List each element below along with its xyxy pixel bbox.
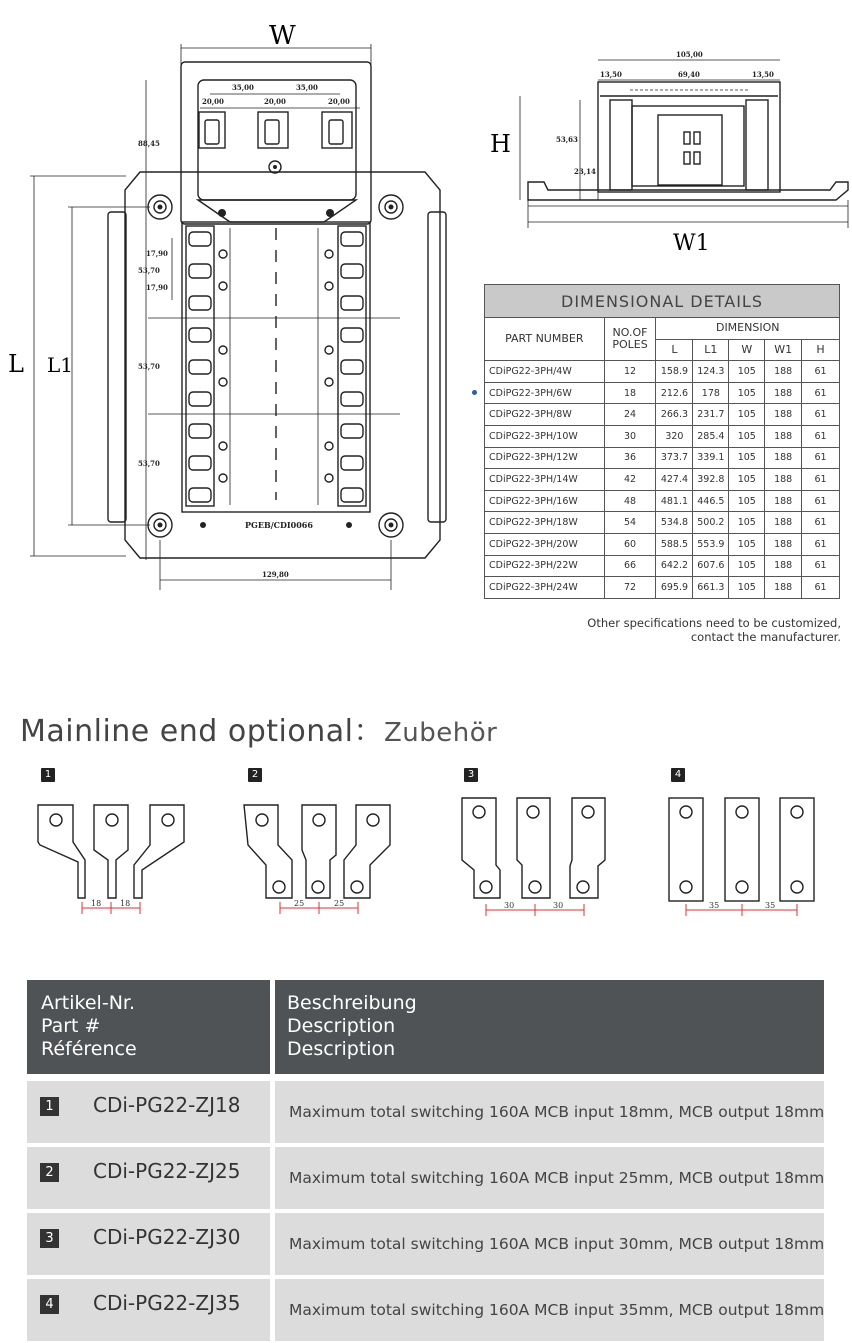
cell: 285.4 [693, 425, 729, 447]
left-terminal-rail [186, 226, 214, 506]
accessory-drawings [0, 790, 852, 930]
cell: 61 [802, 512, 840, 534]
accessory-badge-1: 1 [41, 768, 55, 782]
section-title-main: Mainline end optional： [20, 714, 384, 749]
table-row [27, 1213, 270, 1275]
dim-left-top: 88,45 [138, 139, 160, 148]
row-number-badge: 1 [40, 1097, 59, 1116]
col-w1: W1 [765, 339, 802, 361]
part-code: CDi-PG22-ZJ18 [93, 1093, 241, 1117]
cell: 607.6 [693, 555, 729, 577]
row-number-badge: 3 [40, 1229, 59, 1248]
table-row [485, 425, 840, 447]
cell: 188 [765, 533, 802, 555]
dim-seg1: 53,70 [138, 266, 160, 275]
cell: CDiPG22-3PH/4W [485, 361, 605, 383]
cell: 481.1 [656, 490, 693, 512]
dim-top2: 35,00 [296, 83, 318, 92]
row-bullet-icon [472, 390, 477, 395]
col-l: L [656, 339, 693, 361]
cell: CDiPG22-3PH/24W [485, 577, 605, 599]
label-l1: L1 [47, 353, 74, 377]
cell: CDiPG22-3PH/12W [485, 447, 605, 469]
cell: 188 [765, 512, 802, 534]
cell: 61 [802, 425, 840, 447]
dim-side-mid: 69,40 [678, 70, 700, 79]
col-l1: L1 [693, 339, 729, 361]
part-description: Maximum total switching 160A MCB input 35mm, MCB output 18mm [289, 1301, 825, 1319]
header-beschreibung: Beschreibung [287, 992, 417, 1014]
cell: 427.4 [656, 469, 693, 491]
cell: 36 [604, 447, 656, 469]
col-part-number: PART NUMBER [485, 318, 605, 361]
part-code: CDi-PG22-ZJ35 [93, 1291, 241, 1315]
accessory-2-drawing [244, 805, 390, 914]
accessory-1-dim-b: 18 [120, 899, 131, 908]
cell: 588.5 [656, 533, 693, 555]
part-description: Maximum total switching 160A MCB input 30mm, MCB output 18mm [289, 1235, 825, 1253]
table-row-description [275, 1147, 824, 1209]
cell: 66 [604, 555, 656, 577]
cell: 500.2 [693, 512, 729, 534]
cell: 212.6 [656, 382, 693, 404]
cell: 188 [765, 577, 802, 599]
cell: 158.9 [656, 361, 693, 383]
note-line-2: contact the manufacturer. [690, 630, 841, 644]
cell: 61 [802, 490, 840, 512]
row-number-badge: 2 [40, 1163, 59, 1182]
cell: 18 [604, 382, 656, 404]
dim-pitch2: 17,90 [146, 283, 168, 292]
cell: 642.2 [656, 555, 693, 577]
col-w: W [729, 339, 765, 361]
dim-side-right: 13,50 [752, 70, 774, 79]
table-title: DIMENSIONAL DETAILS [485, 285, 840, 318]
table-row [485, 404, 840, 426]
cell: 105 [729, 447, 765, 469]
row-number-badge: 4 [40, 1295, 59, 1314]
cell: 188 [765, 555, 802, 577]
cell: 188 [765, 447, 802, 469]
cell: 392.8 [693, 469, 729, 491]
cell: 320 [656, 425, 693, 447]
table-row-description [275, 1213, 824, 1275]
cell: 61 [802, 533, 840, 555]
table-row [485, 469, 840, 491]
table-row [485, 382, 840, 404]
cell: 339.1 [693, 447, 729, 469]
cell: 105 [729, 577, 765, 599]
label-l: L [8, 350, 24, 378]
dim-top1: 35,00 [232, 83, 254, 92]
part-code: CDi-PG22-ZJ30 [93, 1225, 241, 1249]
table-row-description [275, 1081, 824, 1143]
cell: 48 [604, 490, 656, 512]
accessory-3-dim-a: 30 [504, 901, 515, 910]
front-view-drawing [0, 0, 470, 600]
dim-seg2: 53,70 [138, 362, 160, 371]
dim-side-h2: 23,14 [574, 167, 596, 176]
cell: 661.3 [693, 577, 729, 599]
table-row [485, 555, 840, 577]
col-poles: NO.OF POLES [604, 318, 656, 361]
label-w: W [269, 21, 296, 51]
cell: 188 [765, 382, 802, 404]
cell: 105 [729, 425, 765, 447]
cell: CDiPG22-3PH/18W [485, 512, 605, 534]
accessory-4-dim-b: 35 [765, 901, 776, 910]
cell: CDiPG22-3PH/14W [485, 469, 605, 491]
cell: 60 [604, 533, 656, 555]
cell: 231.7 [693, 404, 729, 426]
accessory-4-drawing [669, 798, 814, 916]
header-artikel: Artikel-Nr. [41, 992, 136, 1014]
customization-note [587, 616, 841, 644]
cell: CDiPG22-3PH/6W [485, 382, 605, 404]
cell: 42 [604, 469, 656, 491]
cell: 105 [729, 469, 765, 491]
cell: 61 [802, 382, 840, 404]
cell: 188 [765, 361, 802, 383]
table-row [485, 447, 840, 469]
table-row [27, 1147, 270, 1209]
table-row [485, 490, 840, 512]
accessory-3-dim-b: 30 [553, 901, 564, 910]
col-dimension: DIMENSION [656, 318, 840, 340]
header-description-en: Description [287, 1015, 396, 1037]
dimensional-details-table [484, 284, 840, 599]
cell: 373.7 [656, 447, 693, 469]
table-row [485, 361, 840, 383]
table-row [485, 512, 840, 534]
accessory-1-dim-a: 18 [91, 899, 102, 908]
header-description-fr: Description [287, 1038, 396, 1060]
cell: 124.3 [693, 361, 729, 383]
part-description: Maximum total switching 160A MCB input 25mm, MCB output 18mm [289, 1169, 825, 1187]
cell: 188 [765, 490, 802, 512]
accessory-3-drawing [462, 798, 605, 916]
dim-sub3: 20,00 [328, 97, 350, 106]
cell: 61 [802, 361, 840, 383]
cell: 105 [729, 533, 765, 555]
side-view-drawing [480, 40, 852, 260]
table-row [27, 1279, 270, 1341]
cell: CDiPG22-3PH/20W [485, 533, 605, 555]
cell: CDiPG22-3PH/8W [485, 404, 605, 426]
dim-seg3: 53,70 [138, 459, 160, 468]
dim-sub2: 20,00 [264, 97, 286, 106]
dim-side-total: 105,00 [676, 50, 703, 59]
cell: CDiPG22-3PH/10W [485, 425, 605, 447]
cell: 188 [765, 425, 802, 447]
cell: 553.9 [693, 533, 729, 555]
table-row [27, 1081, 270, 1143]
cell: 61 [802, 447, 840, 469]
accessory-2-dim-b: 25 [334, 899, 345, 908]
accessory-badge-4: 4 [671, 768, 685, 782]
cell: 105 [729, 490, 765, 512]
dim-pitch1: 17,90 [146, 249, 168, 258]
accessory-badge-3: 3 [464, 768, 478, 782]
cell: 24 [604, 404, 656, 426]
cell: 188 [765, 404, 802, 426]
cell: 105 [729, 555, 765, 577]
cell: 61 [802, 577, 840, 599]
cell: 61 [802, 404, 840, 426]
dim-side-h1: 53,63 [556, 135, 578, 144]
parts-header-left [27, 980, 270, 1074]
cell: 446.5 [693, 490, 729, 512]
cell: 105 [729, 512, 765, 534]
cell: CDiPG22-3PH/22W [485, 555, 605, 577]
cell: 72 [604, 577, 656, 599]
cell: CDiPG22-3PH/16W [485, 490, 605, 512]
cell: 54 [604, 512, 656, 534]
table-row [485, 533, 840, 555]
table-row-description [275, 1279, 824, 1341]
accessory-4-dim-a: 35 [709, 901, 720, 910]
accessory-1-drawing [38, 805, 184, 914]
parts-header-right [275, 980, 824, 1074]
cell: 105 [729, 382, 765, 404]
cell: 188 [765, 469, 802, 491]
nameplate: PGEB/CDI0066 [245, 520, 313, 530]
cell: 266.3 [656, 404, 693, 426]
header-reference: Référence [41, 1038, 137, 1060]
part-code: CDi-PG22-ZJ25 [93, 1159, 241, 1183]
cell: 12 [604, 361, 656, 383]
cell: 61 [802, 469, 840, 491]
col-h: H [802, 339, 840, 361]
cell: 178 [693, 382, 729, 404]
section-title [20, 706, 497, 750]
header-part: Part # [41, 1015, 101, 1037]
accessory-badge-2: 2 [248, 768, 262, 782]
right-terminal-rail [338, 226, 366, 506]
cell: 105 [729, 404, 765, 426]
label-h: H [490, 130, 511, 158]
dim-side-left: 13,50 [600, 70, 622, 79]
cell: 695.9 [656, 577, 693, 599]
cell: 30 [604, 425, 656, 447]
cell: 105 [729, 361, 765, 383]
accessory-2-dim-a: 25 [294, 899, 305, 908]
note-line-1: Other specifications need to be customized, [587, 616, 841, 630]
dim-bottom: 129,80 [262, 570, 289, 579]
section-title-sub: Zubehör [383, 718, 498, 748]
part-description: Maximum total switching 160A MCB input 18mm, MCB output 18mm [289, 1103, 825, 1121]
cell: 61 [802, 555, 840, 577]
cell: 534.8 [656, 512, 693, 534]
dim-sub1: 20,00 [202, 97, 224, 106]
table-row [485, 577, 840, 599]
label-w1: W1 [673, 231, 710, 256]
